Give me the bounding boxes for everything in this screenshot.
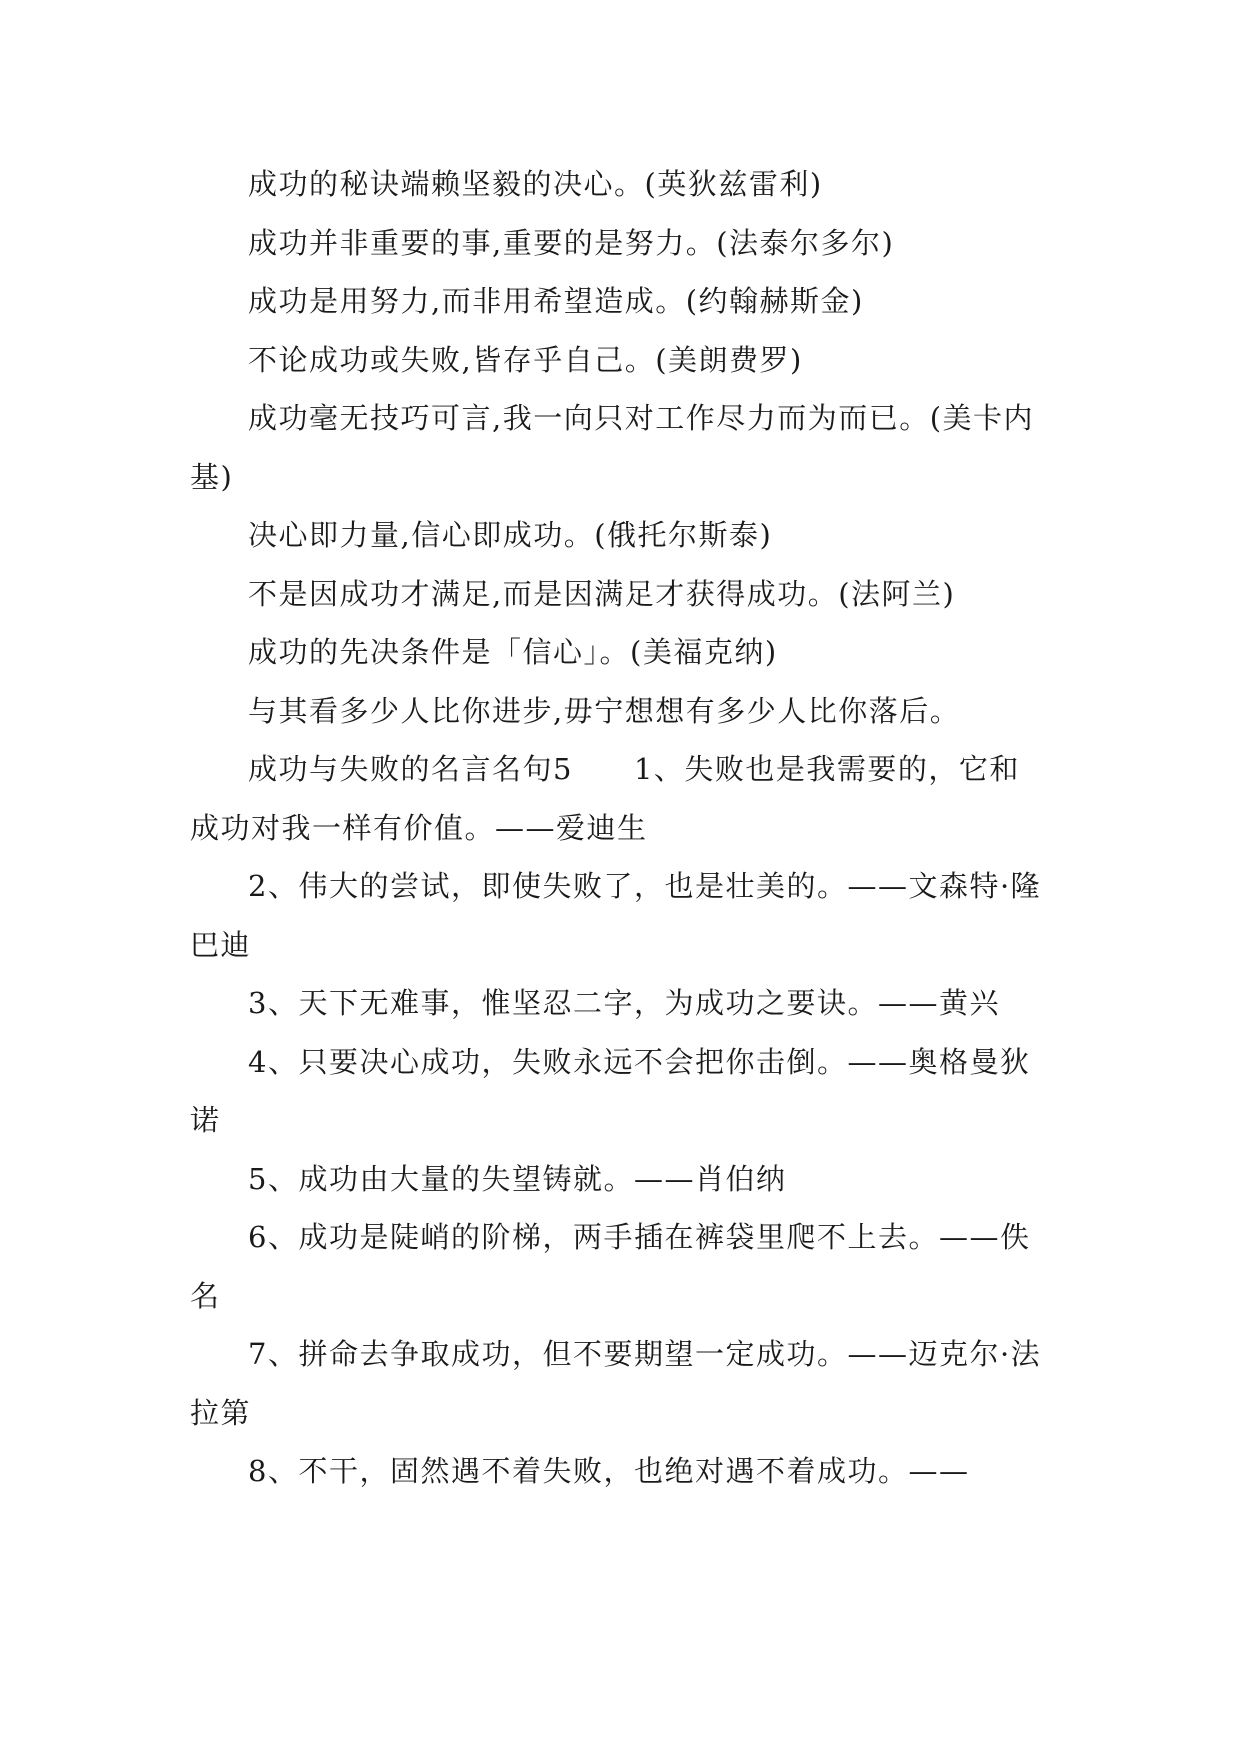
numbered-quote: 4、只要决心成功，失败永远不会把你击倒。——奥格曼狄诺 [190, 1044, 1031, 1137]
quote-paragraph: 成功的秘诀端赖坚毅的决心。(英狄兹雷利) [248, 167, 823, 201]
quote-paragraph: 决心即力量,信心即成功。(俄托尔斯泰) [248, 518, 773, 552]
numbered-quote: 5、成功由大量的失望铸就。——肖伯纳 [248, 1161, 787, 1196]
numbered-quote: 6、成功是陡峭的阶梯，两手插在裤袋里爬不上去。——佚名 [190, 1220, 1031, 1313]
numbered-quote: 8、不干，固然遇不着失败，也绝对遇不着成功。—— [248, 1454, 970, 1488]
quote-paragraph: 成功是用努力,而非用希望造成。(约翰赫斯金) [248, 284, 864, 318]
document-body [190, 155, 1050, 1501]
numbered-quote: 7、拼命去争取成功，但不要期望一定成功。——迈克尔·法拉第 [190, 1337, 1042, 1430]
numbered-quote: 3、天下无难事，惟坚忍二字，为成功之要诀。——黄兴 [248, 986, 1000, 1020]
quote-paragraph: 成功的先决条件是「信心」。(美福克纳) [248, 635, 778, 669]
quote-paragraph: 不论成功或失败,皆存乎自己。(美朗费罗) [248, 342, 803, 377]
quote-paragraph: 成功并非重要的事,重要的是努力。(法泰尔多尔) [248, 225, 895, 260]
quote-paragraph: 不是因成功才满足,而是因满足才获得成功。(法阿兰) [248, 576, 956, 611]
quote-paragraph: 与其看多少人比你进步,毋宁想想有多少人比你落后。 [248, 693, 961, 728]
section-heading-paragraph: 成功与失败的名言名句5 1、失败也是我需要的，它和成功对我一样有价值。——爱迪生 [190, 752, 1020, 845]
numbered-quote: 2、伟大的尝试，即使失败了，也是壮美的。——文森特·隆巴迪 [190, 869, 1042, 962]
quote-paragraph: 成功毫无技巧可言,我一向只对工作尽力而为而已。(美卡内基) [190, 401, 1035, 494]
